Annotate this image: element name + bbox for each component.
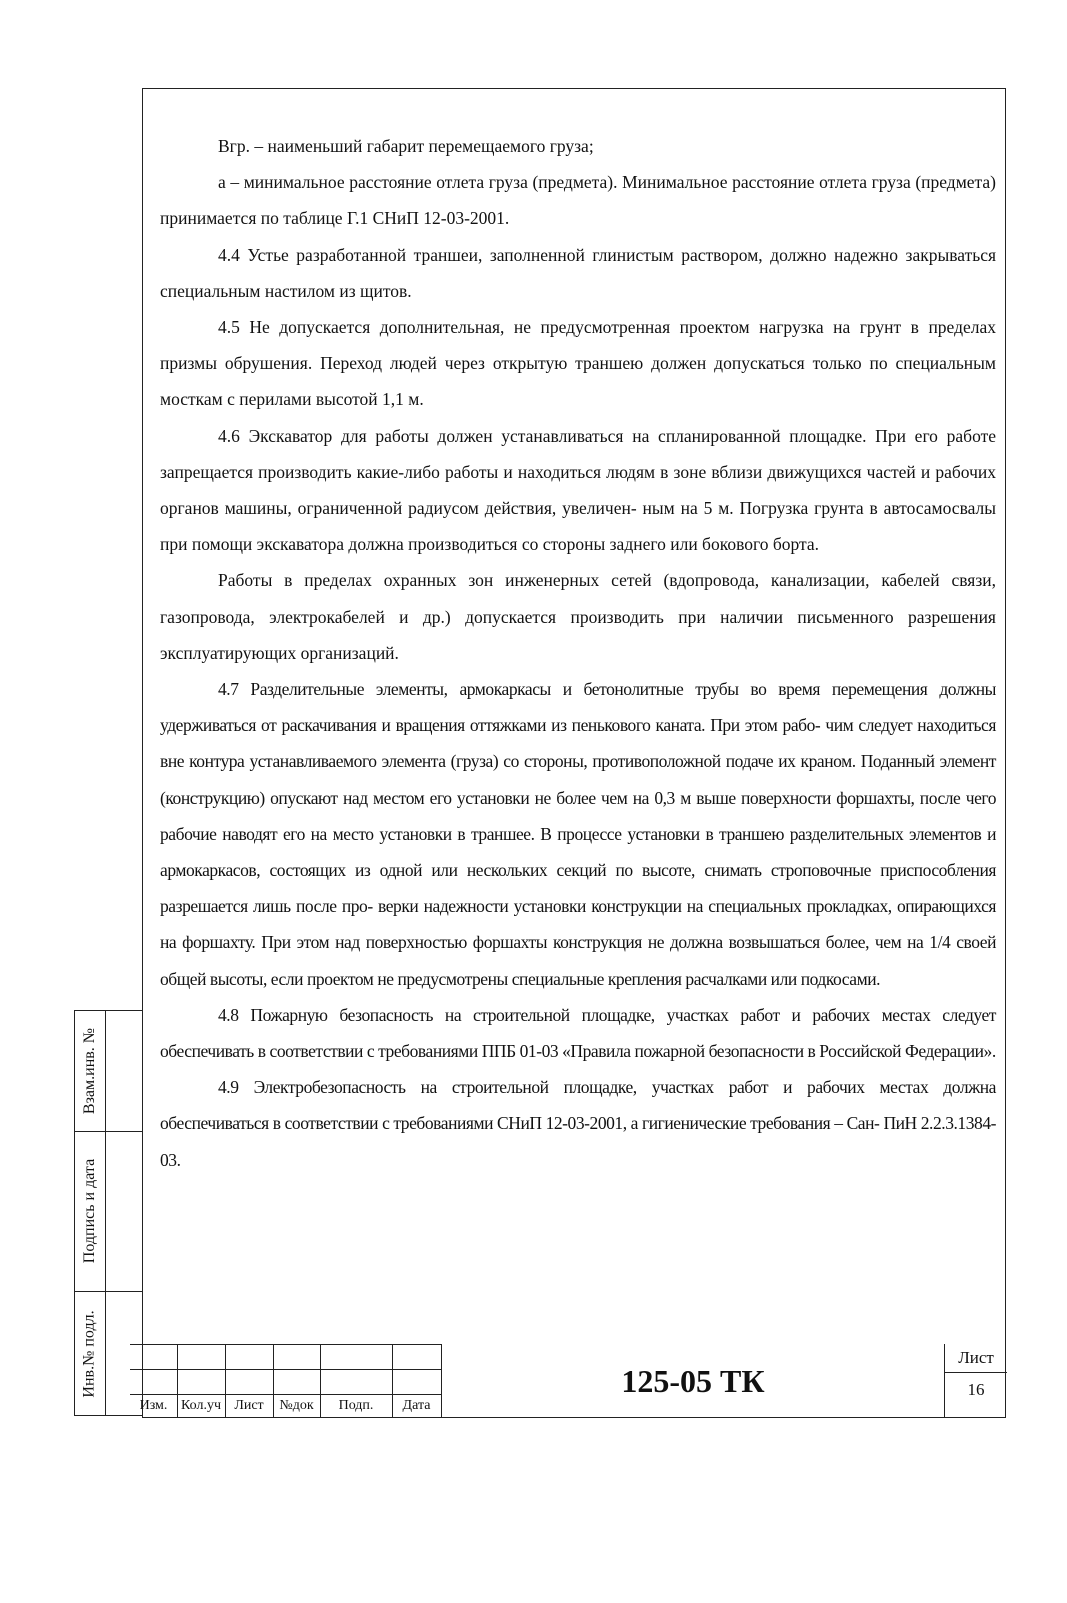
text-line: груза (предмета) принимается по таблице Г.1 СНиП 12-03-2001. [160,172,996,229]
text-line: пределах призмы обрушения. Переход людей через открытую траншею должен допускаться [160,317,997,374]
column-label-sheet: Лист [234,1398,264,1413]
paragraph [160,164,996,236]
paragraph [160,418,996,563]
revision-grid [130,1344,442,1418]
text-line: обеспечиваться в соответствии с требованиями СНиП 12-03-2001, а гигиенические требования – Сан- [160,1113,880,1134]
text-line: Вгр. – наименьший габарит перемещаемого груза; [218,136,594,156]
text-line: 4.8 Пожарную безопасность на строительной площадке, участках работ и рабочих местах [218,1004,931,1025]
text-line: только по специальным мосткам с перилами высотой 1,1 м. [160,353,997,410]
text-line: а – минимальное расстояние отлета груза (предмета). Минимальное расстояние отлета [218,172,867,193]
column-label-qty: Кол.уч [181,1398,221,1413]
text-line: следует обеспечивать в соответствии с требованиями ППБ 01-03 «Правила пожарной безопасности в [160,1004,996,1062]
text-line: подаче их краном. Поданный элемент (конструкцию) опускают над местом его установки не более чем [160,751,996,808]
title-block [130,1344,1006,1418]
text-line: 4.5 Не допускается дополнительная, не предусмотренная проектом нагрузка на грунт в [218,317,919,338]
text-line: 4.4 Устье разработанной траншеи, заполненной глинистым раствором, должно надежно [218,244,899,265]
text-line: на 0,3 м выше поверхности форшахты, после чего рабочие наводят его на место установки в траншее. [160,787,996,844]
text-line: верки надежности установки конструкции на специальных прокладках, опирающихся на форшахту. [160,896,996,953]
document-body [160,128,996,1178]
text-line: закрываться специальным настилом из щитов. [160,244,997,301]
column-label-signature: Подп. [338,1398,374,1413]
paragraph [160,237,996,309]
text-line: ным на 5 м. Погрузка грунта в автосамосвалы при помощи экскаватора должна производиться [160,498,997,555]
text-line: нескольких секций по высоте, снимать строповочные приспособления разрешается лишь после про- [160,860,996,917]
sheet-cell [944,1344,1007,1418]
paragraph [160,128,996,164]
document-code: 125-05 ТК [621,1362,765,1399]
sheet-number: 16 [967,1380,985,1399]
text-line: чим следует находиться вне контура устанавливаемого элемента (груза) со стороны, противоположной [160,715,996,772]
column-label-date: Дата [402,1398,431,1413]
stamp-label-original-inv: Инв.№ подл. [81,1310,99,1398]
text-line: связи, газопровода, электрокабелей и др.) допускается производить при наличии письменного [160,570,997,627]
paragraph [160,1069,996,1178]
text-line: его работе запрещается производить какие-либо работы и находиться людям в зоне вблизи [160,425,997,482]
stamp-label-signature-date: Подпись и дата [81,1158,98,1264]
text-line: Российской Федерации». [819,1041,996,1062]
side-stamp-divider [105,1011,106,1415]
column-label-doc-number: №док [279,1398,314,1413]
text-line: 4.6 Экскаватор для работы должен устанавливаться на спланированной площадке. При [218,425,906,446]
text-line: должны удерживаться от раскачивания и вращения оттяжками из пенькового каната. При этом рабо- [160,679,996,736]
text-line: движущихся частей и рабочих органов машины, ограниченной радиусом действия, увеличен- [160,461,996,519]
paragraph [160,997,996,1069]
text-line: 4.9 Электробезопасность на строительной площадке, участках работ и рабочих местах должна [218,1077,996,1098]
column-label-change: Изм. [139,1398,168,1413]
paragraph [160,671,996,997]
text-line: ПиН 2.2.3.1384-03. [160,1113,996,1170]
paragraph [160,309,996,418]
text-line: разрешения эксплуатирующих организаций. [160,606,996,663]
stamp-label-replacement-inv: Взам.инв. № [81,1027,99,1115]
text-line: При этом над поверхностью форшахты конструкция не должна возвышаться более, чем на 1/4 своей [261,932,996,953]
text-line: общей высоты, если проектом не предусмотрены специальные крепления расчалками или подкосами. [160,968,881,989]
text-line: В процессе установки в траншею разделительных элементов и армокаркасов, состоящих из одной или [160,823,996,881]
text-line: Работы в пределах охранных зон инженерных сетей (вдопровода, канализации, кабелей [218,570,940,591]
text-line: со стороны заднего или бокового борта. [521,534,820,555]
sheet-label: Лист [958,1348,994,1367]
text-line: 4.7 Разделительные элементы, армокаркасы и бетонолитные трубы во время перемещения [218,679,928,700]
paragraph [160,562,996,671]
